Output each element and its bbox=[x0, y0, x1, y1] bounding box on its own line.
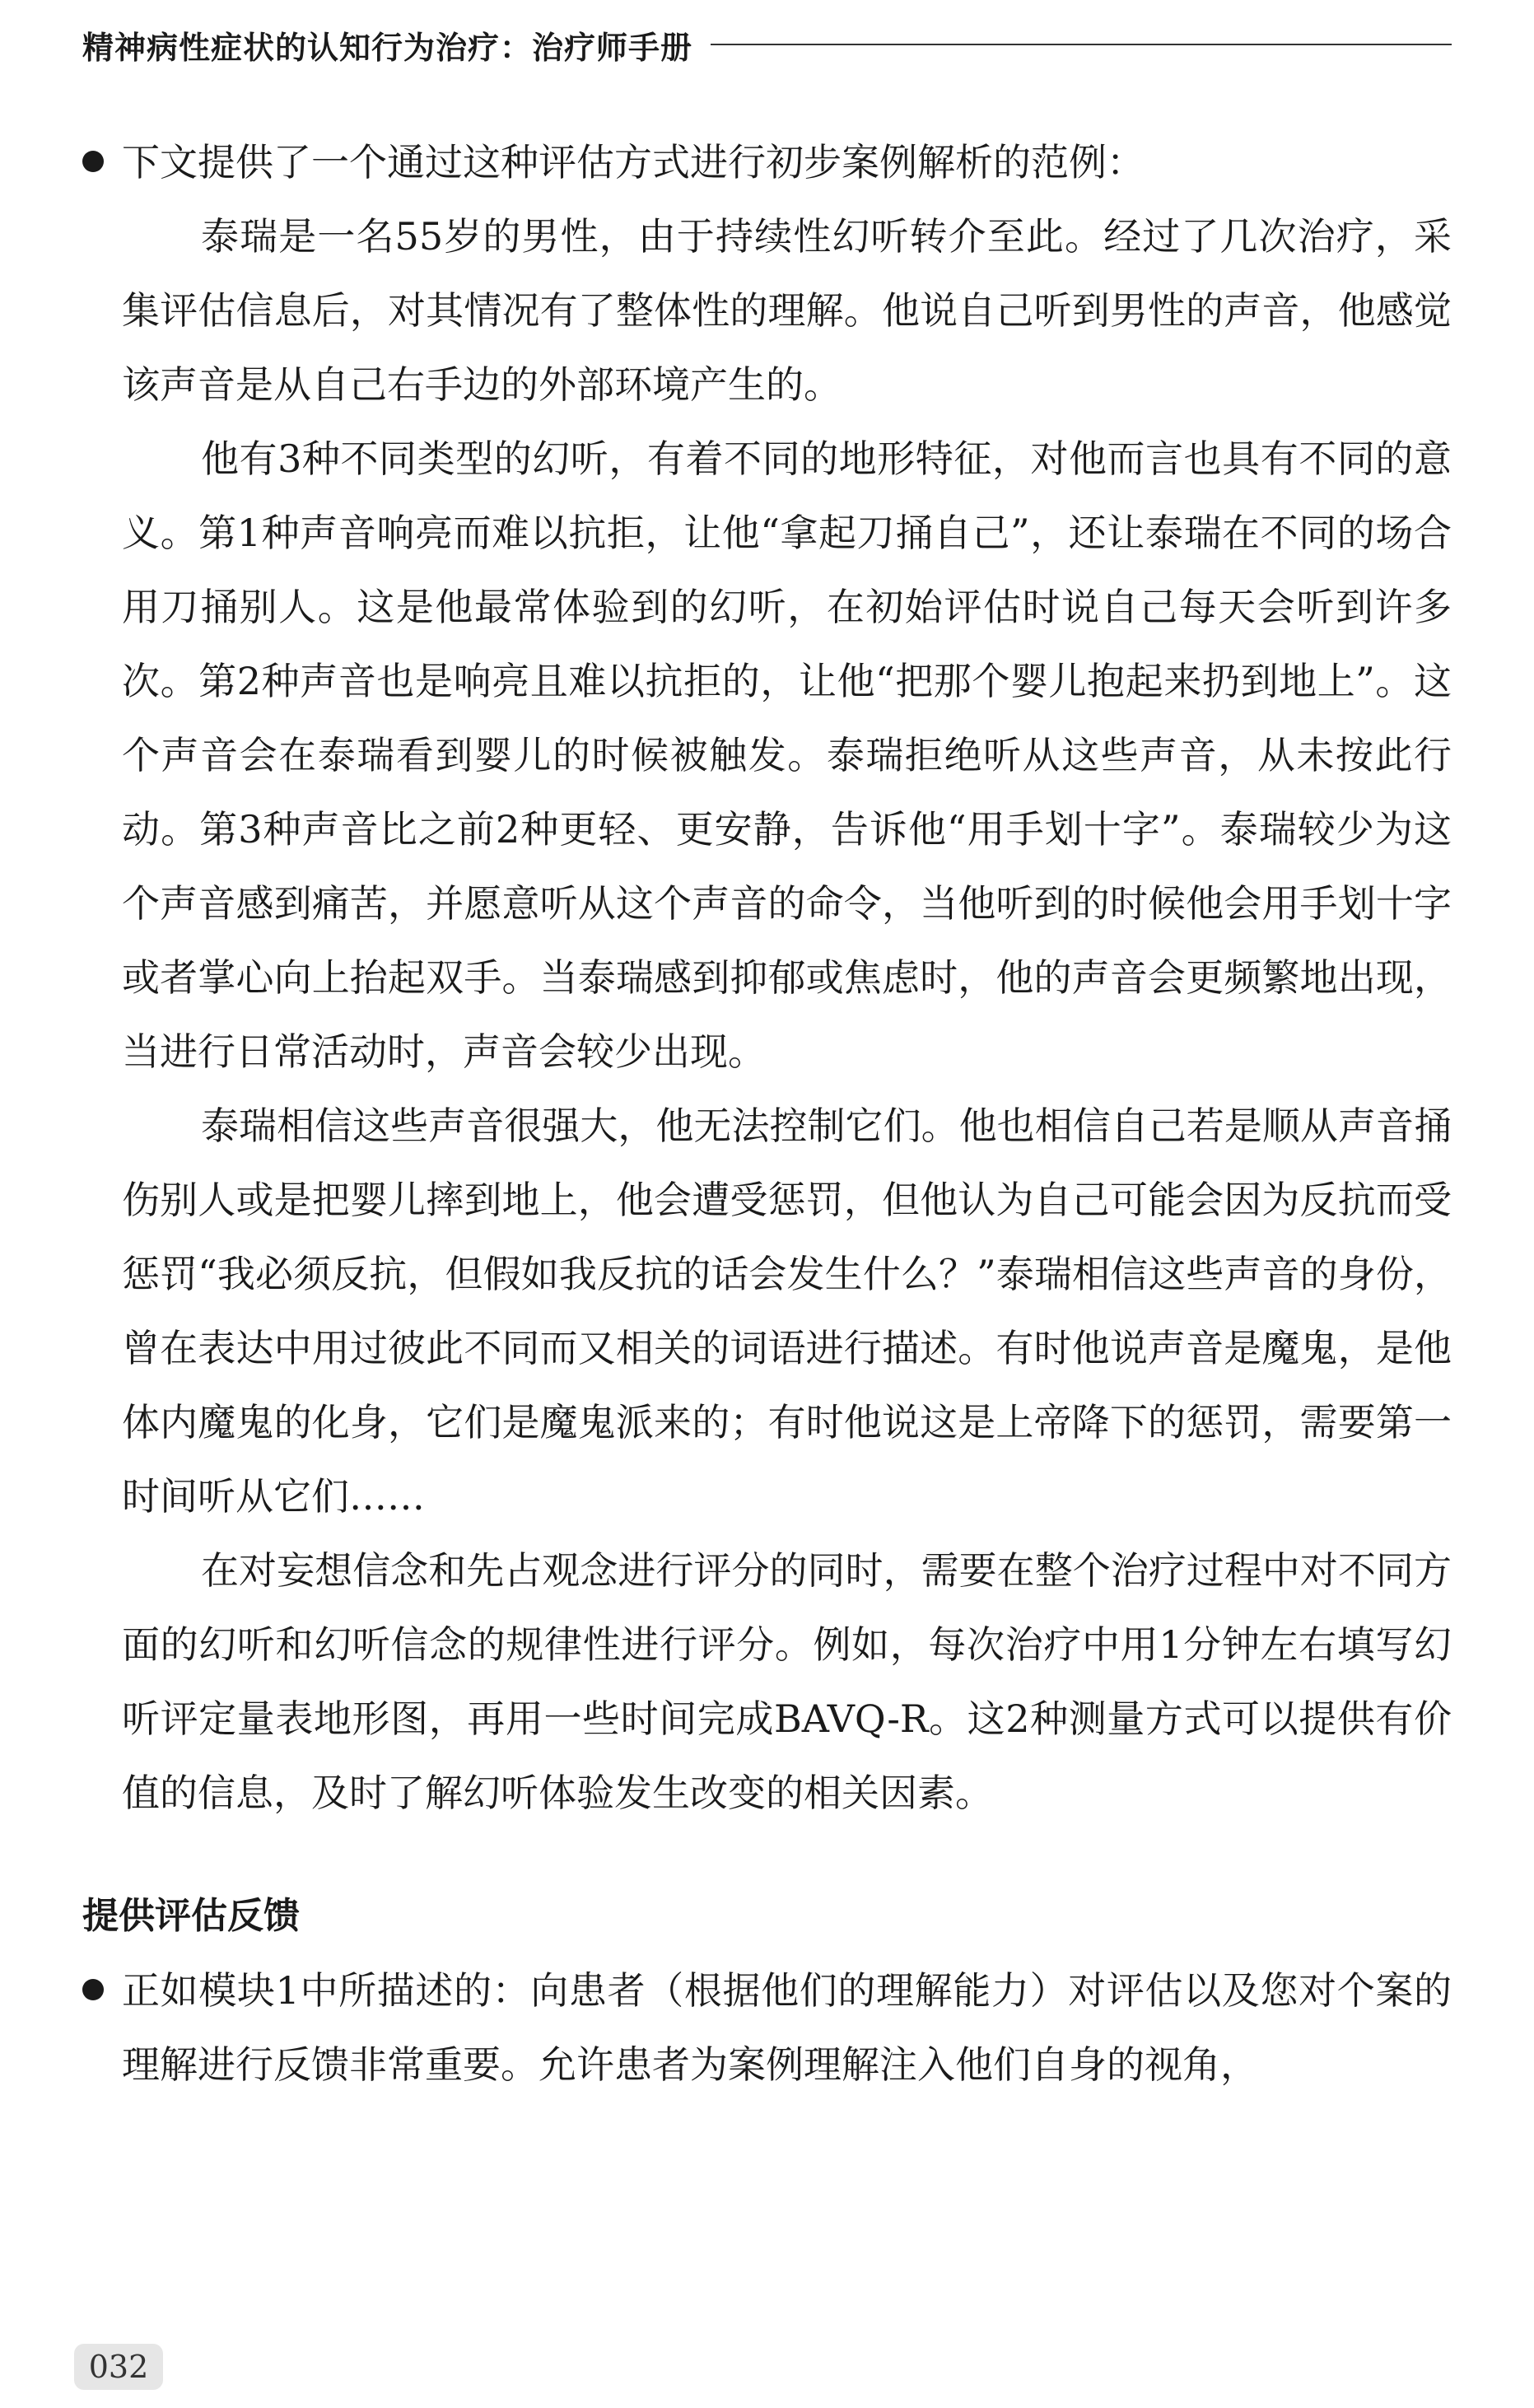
case-paragraph-2: 他有3种不同类型的幻听，有着不同的地形特征，对他而言也具有不同的意义。第1种声音响亮而难以抗拒，让他“拿起刀捅自己”，还让泰瑞在不同的场合用刀捅别人。这是他最常体验到的幻听，在初始评估时说自己每天会听到许多次。第2种声音也是响亮且难以抗拒的，让他“把那个婴儿抱起来扔到地上”。这个声音会在泰瑞看到婴儿的时候被触发。泰瑞拒绝听从这些声音，从未按此行动。第3种声音比之前2种更轻、更安静，告诉他“用手划十字”。泰瑞较少为这个声音感到痛苦，并愿意听从这个声音的命令，当他听到的时候他会用手划十字或者掌心向上抬起双手。当泰瑞感到抑郁或焦虑时，他的声音会更频繁地出现，当进行日常活动时，声音会较少出现。 bbox=[122, 436, 1452, 1074]
case-paragraph-4: 在对妄想信念和先占观念进行评分的同时，需要在整个治疗过程中对不同方面的幻听和幻听信念的规律性进行评分。例如，每次治疗中用1分钟左右填写幻听评定量表地形图，再用一些时间完成BAVQ-R。这2种测量方式可以提供有价值的信息，及时了解幻听体验发生改变的相关因素。 bbox=[122, 1548, 1452, 1815]
bullet-text: 下文提供了一个通过这种评估方式进行初步案例解析的范例： bbox=[122, 140, 1145, 184]
case-paragraph-3: 泰瑞相信这些声音很强大，他无法控制它们。他也相信自己若是顺从声音捅伤别人或是把婴儿摔到地上，他会遭受惩罚，但他认为自己可能会因为反抗而受惩罚“我必须反抗，但假如我反抗的话会发生什么？”泰瑞相信这些声音的身份，曾在表达中用过彼此不同而又相关的词语进行描述。有时他说声音是魔鬼，是他体内魔鬼的化身，它们是魔鬼派来的；有时他说这是上帝降下的惩罚，需要第一时间听从它们…… bbox=[122, 1104, 1452, 1519]
bullet-item-feedback bbox=[82, 1953, 1452, 2102]
page-content bbox=[82, 125, 1452, 2102]
case-paragraph-1: 泰瑞是一名55岁的男性，由于持续性幻听转介至此。经过了几次治疗，采集评估信息后，对其情况有了整体性的理解。他说自己听到男性的声音，他感觉该声音是从自己右手边的外部环境产生的。 bbox=[122, 214, 1452, 407]
book-title: 精神病性症状的认知行为治疗：治疗师手册 bbox=[82, 29, 693, 66]
section-heading: 提供评估反馈 bbox=[82, 1895, 300, 1937]
header-rule bbox=[711, 44, 1452, 45]
bullet-item-example-intro bbox=[82, 125, 1452, 199]
bullet-text: 正如模块1中所描述的：向患者（根据他们的理解能力）对评估以及您对个案的理解进行反馈非常重要。允许患者为案例理解注入他们自身的视角， bbox=[122, 1968, 1452, 2087]
bullet-dot-icon bbox=[82, 1979, 104, 2000]
page-number: 032 bbox=[74, 2344, 163, 2390]
running-header bbox=[82, 15, 1452, 74]
bullet-dot-icon bbox=[82, 151, 104, 172]
